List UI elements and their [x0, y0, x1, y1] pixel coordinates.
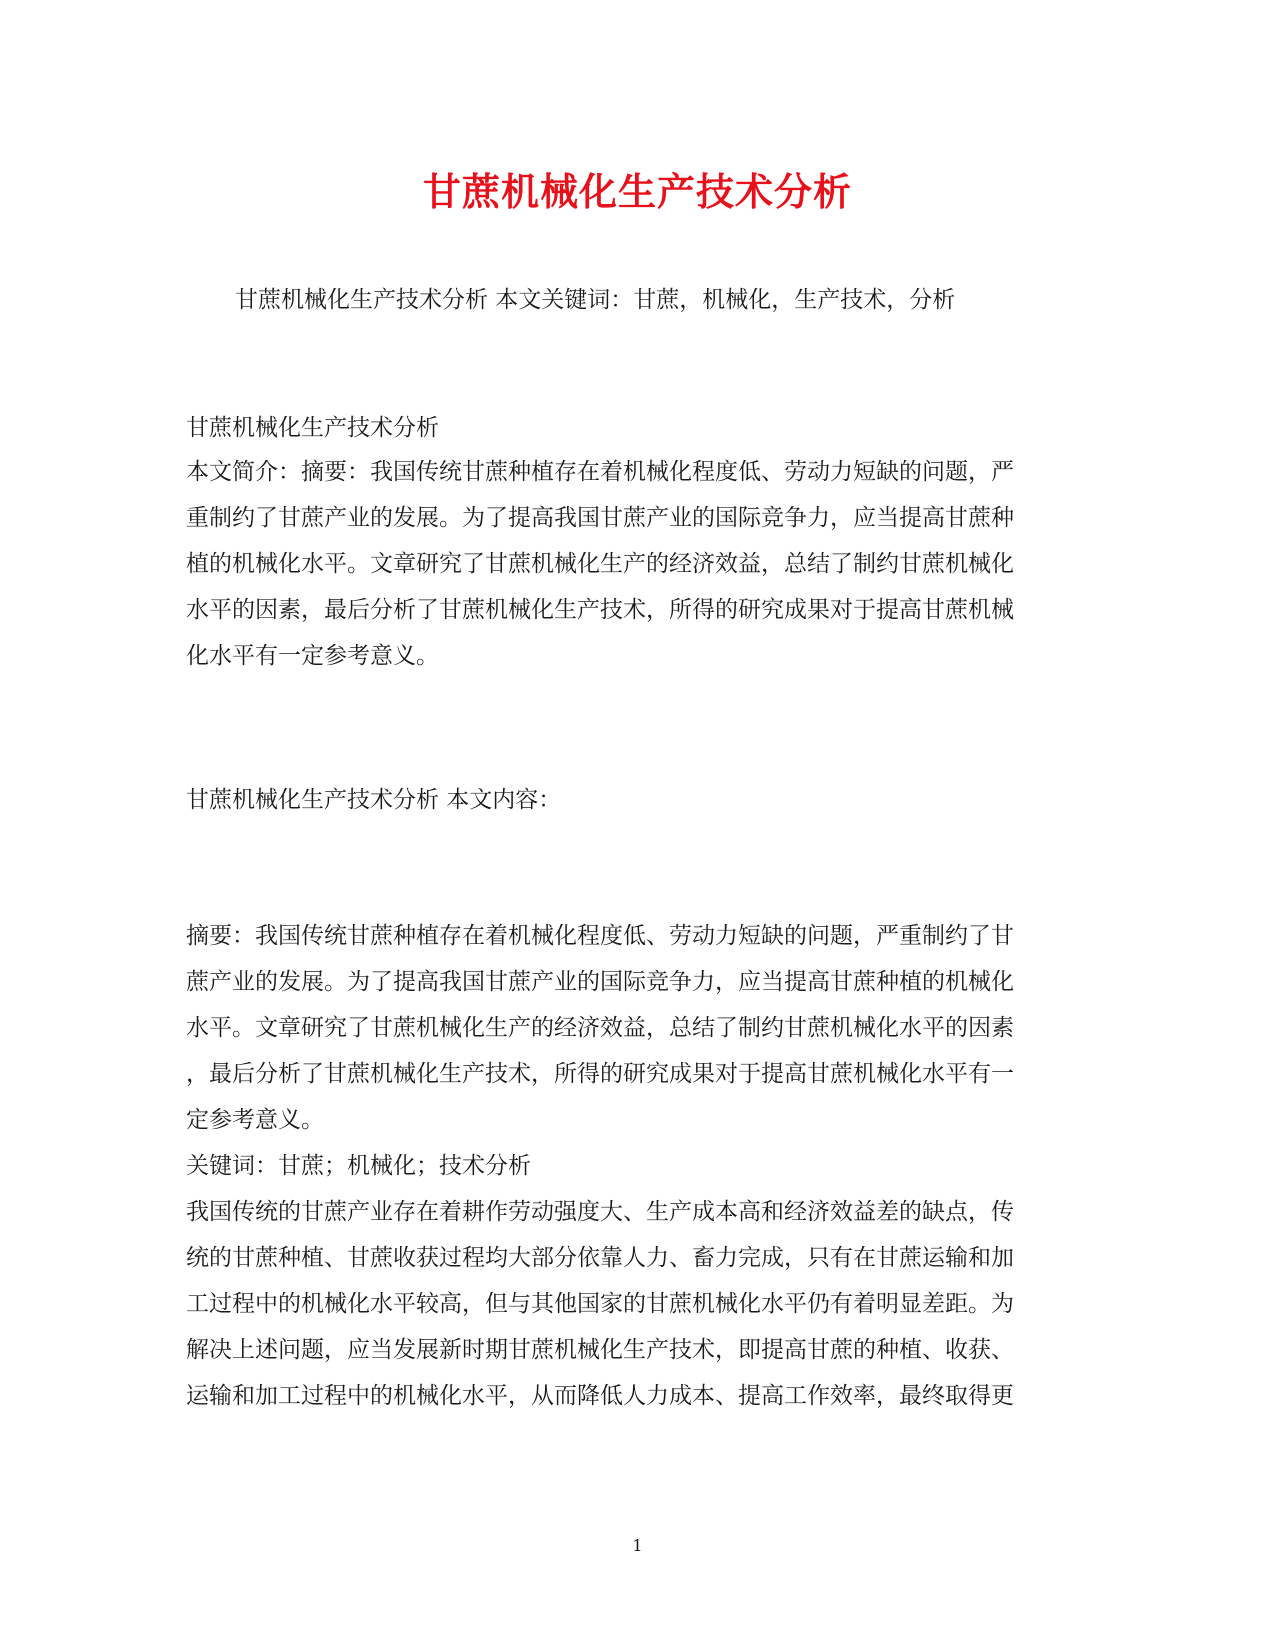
content-heading: 甘蔗机械化生产技术分析 本文内容：	[186, 787, 562, 813]
abstract-line: ，最后分析了甘蔗机械化生产技术，所得的研究成果对于提高甘蔗机械化水平有一	[186, 1061, 1014, 1087]
intro-line: 植的机械化水平。文章研究了甘蔗机械化生产的经济效益，总结了制约甘蔗机械化	[186, 551, 1014, 577]
abstract-line: 蔗产业的发展。为了提高我国甘蔗产业的国际竞争力，应当提高甘蔗种植的机械化	[186, 969, 1014, 995]
body-line: 运输和加工过程中的机械化水平，从而降低人力成本、提高工作效率，最终取得更	[186, 1383, 1014, 1409]
body-line: 工过程中的机械化水平较高，但与其他国家的甘蔗机械化水平仍有着明显差距。为	[186, 1291, 1014, 1317]
keywords-summary-line: 甘蔗机械化生产技术分析 本文关键词：甘蔗，机械化，生产技术，分析	[235, 287, 956, 313]
intro-line: 本文简介：摘要：我国传统甘蔗种植存在着机械化程度低、劳动力短缺的问题，严	[186, 459, 1014, 485]
body-line: 统的甘蔗种植、甘蔗收获过程均大部分依靠人力、畜力完成，只有在甘蔗运输和加	[186, 1245, 1014, 1271]
keywords-line: 关键词：甘蔗；机械化；技术分析	[186, 1153, 531, 1179]
abstract-line: 定参考意义。	[186, 1107, 324, 1133]
document-title: 甘蔗机械化生产技术分析	[422, 169, 852, 214]
intro-line: 重制约了甘蔗产业的发展。为了提高我国甘蔗产业的国际竞争力，应当提高甘蔗种	[186, 505, 1014, 531]
body-line: 解决上述问题，应当发展新时期甘蔗机械化生产技术，即提高甘蔗的种植、收获、	[186, 1337, 1014, 1363]
abstract-line: 水平。文章研究了甘蔗机械化生产的经济效益，总结了制约甘蔗机械化水平的因素	[186, 1015, 1014, 1041]
intro-line: 化水平有一定参考意义。	[186, 643, 439, 669]
body-line: 我国传统的甘蔗产业存在着耕作劳动强度大、生产成本高和经济效益差的缺点，传	[186, 1199, 1014, 1225]
page-number: 1	[632, 1536, 643, 1555]
intro-line: 水平的因素，最后分析了甘蔗机械化生产技术，所得的研究成果对于提高甘蔗机械	[186, 597, 1014, 623]
abstract-line: 摘要：我国传统甘蔗种植存在着机械化程度低、劳动力短缺的问题，严重制约了甘	[186, 923, 1014, 949]
section-heading: 甘蔗机械化生产技术分析	[186, 415, 439, 441]
